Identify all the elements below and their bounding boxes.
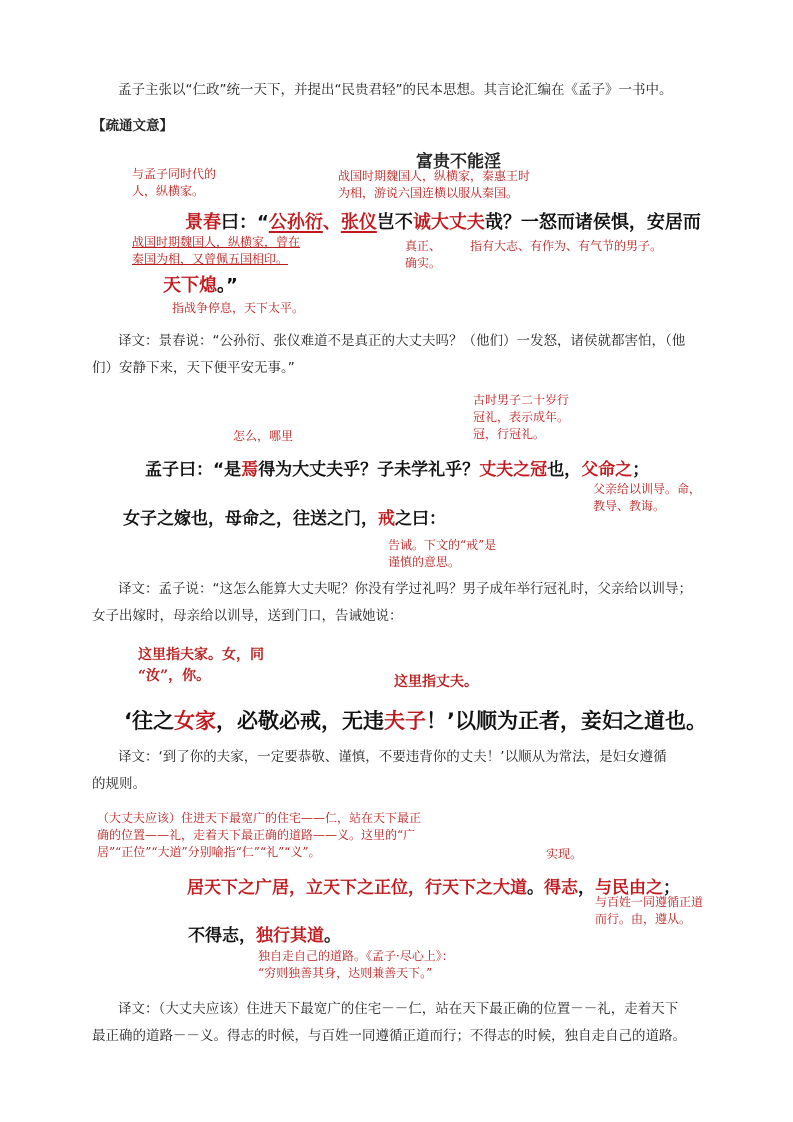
note-duxing: 独自走自己的道路。《孟子·尽心上》： “穷则独善其身，达则兼善天下。” [258, 949, 454, 980]
word-yuminyouzhi: 与民由之 [595, 878, 663, 898]
note-jie: 告诫。下文的“戒”是 谨慎的意思。 [388, 538, 497, 569]
word-fumingzhi: 父命之 [581, 460, 633, 480]
sentence-jingchun-line2: 天下熄。” [163, 275, 238, 296]
sentence-mengzi-1: 孟子曰：“是焉得为大丈夫乎？子未学礼乎？丈夫之冠也，父命之； [145, 460, 650, 480]
translation-1: 译文：景春说：“公孙衍、张仪难道不是真正的大丈夫吗？（他们）一发怒，诸侯就都害怕，（他 们）安静下来，天下便平安无事。” [92, 333, 686, 376]
note-gongsunyan: 战国时期魏国人，纵横家，曾在 秦国为相，又曾佩五国相印。 [132, 235, 301, 266]
page-title: 富贵不能淫 [416, 152, 501, 172]
sentence-juguangju: 居天下之广居，立天下之正位，行天下之大道。得志，与民由之； [187, 878, 680, 898]
word-duxingqidao: 独行其道 [256, 926, 324, 946]
note-guan: 古时男子二十岁行 冠礼，表示成年。 冠，行冠礼。 [473, 393, 570, 441]
translation-4: 译文：（大丈夫应该）住进天下最宽广的住宅－－仁，站在天下最正确的位置－－礼，走着天下 最正确的道路－－义。得志的时候，与百姓一同遵循正道而行；不得志的时候，独自走自己的道路。 [92, 1001, 686, 1044]
word-zhangfuzhiguan: 丈夫之冠 [479, 460, 548, 480]
word-jingchun: 景春 [185, 212, 221, 233]
sentence-wangzhi: ‘往之女家，必敬必戒，无违夫子！’以顺为正者，妾妇之道也。 [124, 709, 707, 733]
word-dezhi: 得志 [544, 878, 578, 898]
note-jingchun: 与孟子同时代的 人，纵横家。 [132, 167, 217, 198]
word-zhangyi: 张仪 [340, 212, 377, 233]
word-fuzi: 夫子 [383, 709, 426, 733]
word-nvjia: 女家 [173, 709, 216, 733]
section-heading: 【疏通文意】 [92, 118, 173, 134]
note-guangju: （大丈夫应该）住进天下最宽广的住宅——仁，站在天下最正 确的位置——礼，走着天下最正确的道路——义。这里的“广 居”“正位”“大道”分别喻指“仁”“礼”“义”。 [97, 811, 422, 859]
sentence-jingchun: 景春曰：“公孙衍、张仪岂不诚大丈夫哉？一怒而诸侯惧，安居而 [185, 212, 701, 233]
note-yan: 怎么，哪里 [233, 429, 294, 443]
note-shixian: 实现。 [546, 847, 583, 861]
translation-3: 译文：‘到了你的夫家，一定要恭敬、谨慎，不要违背你的丈夫！’以顺从为常法，是妇女遵循 的规则。 [92, 749, 667, 792]
note-fuzi: 这里指丈夫。 [394, 674, 478, 690]
word-tianxiaxi: 天下熄 [163, 275, 217, 296]
word-juguangju: 居天下之广居，立天下之正位，行天下之大道 [187, 878, 527, 898]
sentence-mengzi-2: 女子之嫁也，母命之，往送之门，戒之曰： [123, 509, 446, 529]
word-jie: 戒 [378, 509, 395, 529]
note-nvjia: 这里指夫家。女，同 “汝”，你。 [138, 647, 264, 684]
intro-paragraph: 孟子主张以“仁政”统一天下，并提出“民贵君轻”的民本思想。其言论汇编在《孟子》一书中。 [118, 82, 673, 98]
word-gongsunyan: 公孙衍 [268, 212, 323, 233]
note-yumin: 与百姓一同遵循正道 而行。由，遵从。 [595, 895, 704, 926]
note-dazhangfu: 指有大志、有作为、有气节的男子。 [470, 239, 663, 253]
note-zhangyi: 战国时期魏国人，纵横家，秦惠王时 为相，游说六国连横以服从秦国。 [338, 169, 531, 200]
note-ming: 父亲给以训导。命， 教导、教诲。 [593, 482, 702, 513]
note-xi: 指战争停息，天下太平。 [172, 301, 305, 315]
translation-2: 译文：孟子说：“这怎么能算大丈夫呢？你没有学过礼吗？男子成年举行冠礼时，父亲给以训导； 女子出嫁时，母亲给以训导，送到门口，告诫她说： [92, 581, 692, 624]
word-cheng: 诚 [412, 212, 431, 233]
sentence-budezhi: 不得志，独行其道。 [188, 926, 341, 946]
word-dazhangfu: 大丈夫 [430, 212, 485, 233]
note-cheng: 真正、 确实。 [405, 239, 442, 270]
word-yan: 焉 [241, 460, 259, 480]
